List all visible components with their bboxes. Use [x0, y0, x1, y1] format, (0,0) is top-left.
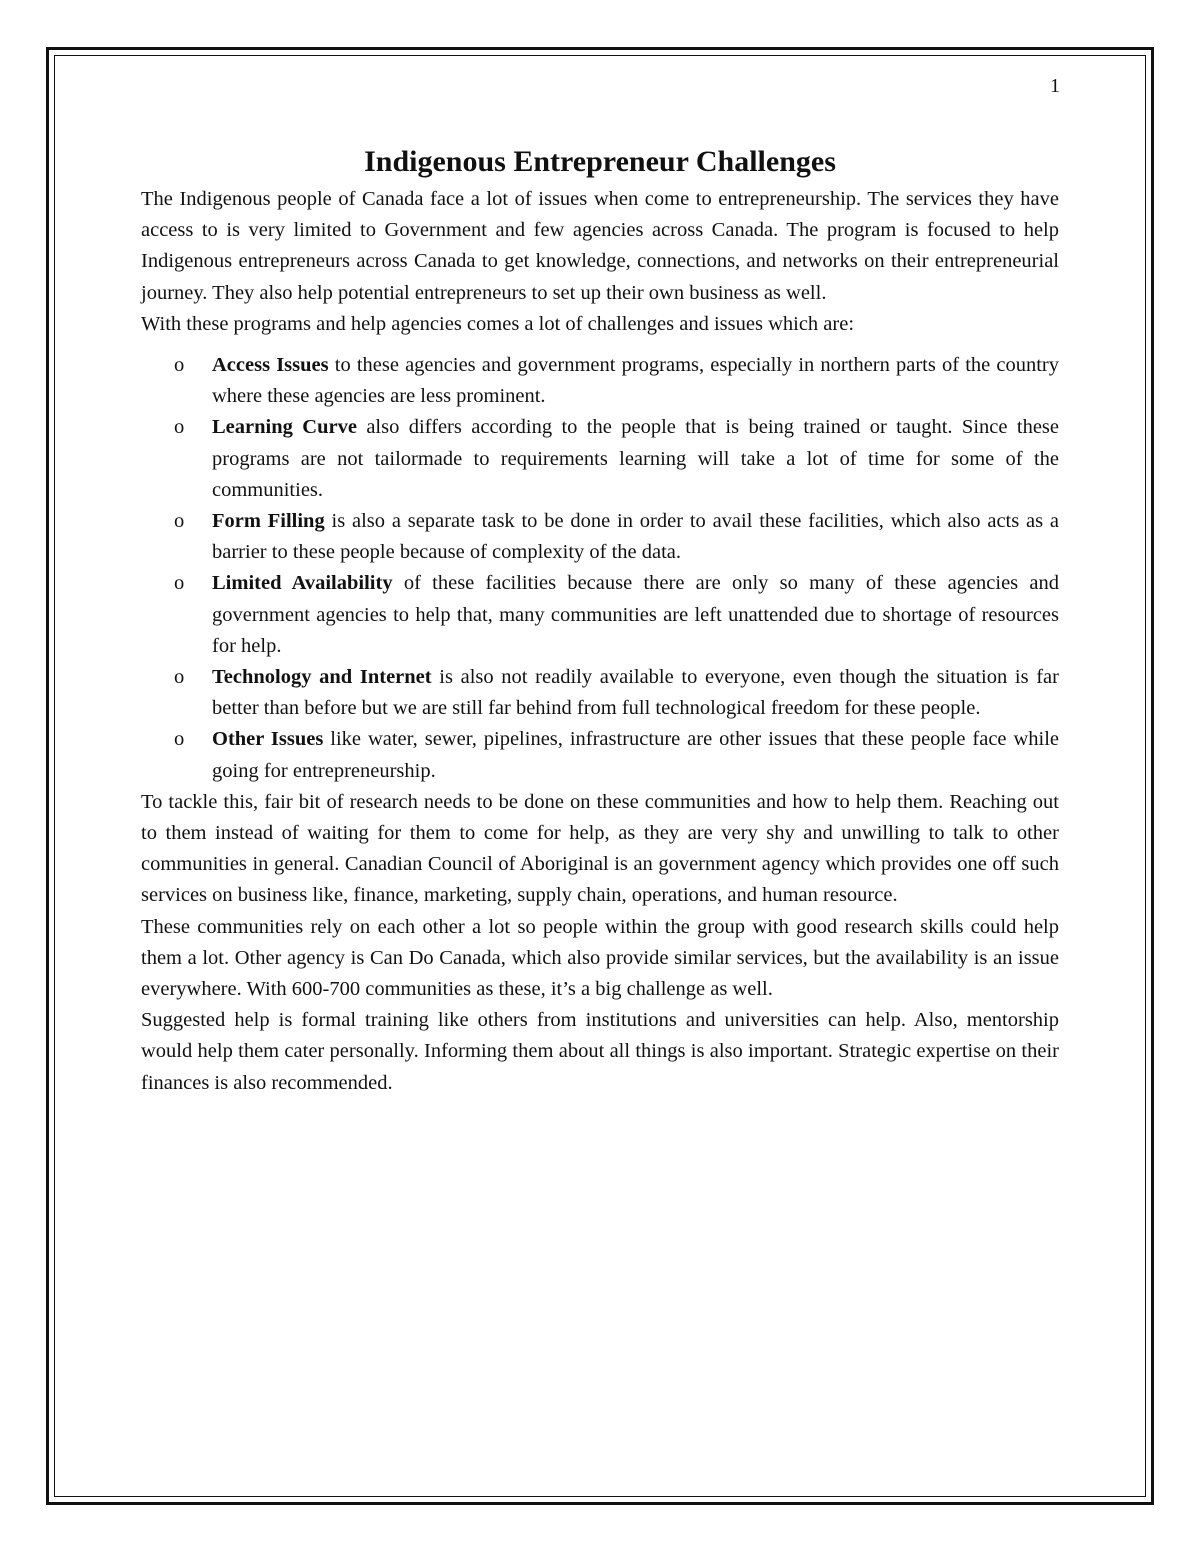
list-item: [174, 506, 1059, 568]
issues-list: [141, 350, 1059, 787]
bullet-icon: o: [174, 728, 185, 751]
issue-term: Limited Availability: [212, 572, 393, 595]
issue-text: is also a separate task to be done in order to avail these facilities, which also acts as a barrier to these people because of complexity of the data.: [212, 510, 1059, 564]
document-body: [141, 140, 1059, 1099]
issue-term: Form Filling: [212, 510, 325, 533]
bullet-icon: o: [174, 510, 185, 533]
bullet-icon: o: [174, 572, 185, 595]
bullet-icon: o: [174, 416, 185, 439]
issue-term: Other Issues: [212, 728, 324, 751]
issue-text: of these facilities because there are only so many of these agencies and government agencies to help that, many communities are left unattended due to shortage of resources for help.: [212, 572, 1059, 657]
tackle-paragraph: To tackle this, fair bit of research needs to be done on these communities and how to help them. Reaching out to them instead of waiting for them to come for help, as they are very shy and unwilling to talk to other communities in general. Canadian Council of Aboriginal is an government agency which provides one off such services on business like, finance, marketing, supply chain, operations, and human resource.: [141, 790, 1059, 907]
issue-text: like water, sewer, pipelines, infrastructure are other issues that these people face while going for entrepreneurship.: [212, 728, 1060, 782]
bullet-icon: o: [174, 354, 185, 377]
bullet-icon: o: [174, 666, 185, 689]
list-item: [174, 724, 1060, 786]
list-item: [174, 568, 1059, 662]
list-item: [174, 350, 1059, 412]
intro-paragraph: The Indigenous people of Canada face a lot of issues when come to entrepreneurship. The services they have access to is very limited to Government and few agencies across Canada. The program is focused to help Indigenous entrepreneurs across Canada to get knowledge, connections, and networks on their entrepreneurial journey. They also help potential entrepreneurs to set up their own business as well.: [141, 188, 1059, 304]
document-title: Indigenous Entrepreneur Challenges: [364, 145, 836, 178]
issue-text: also differs according to the people that is being trained or taught. Since these programs are not tailormade to requirements learning will take a lot of time for some of the communities.: [212, 416, 1059, 501]
issue-term: Access Issues: [212, 354, 329, 377]
communities-paragraph: These communities rely on each other a lot so people within the group with good research skills could help them a lot. Other agency is Can Do Canada, which also provide similar services, but the availability is an issue everywhere. With 600-700 communities as these, it’s a big challenge as well.: [141, 915, 1059, 1001]
issue-text: is also not readily available to everyone, even though the situation is far better than before but we are still far behind from full technological freedom for these people.: [212, 666, 1059, 720]
issues-lead-paragraph: With these programs and help agencies comes a lot of challenges and issues which are:: [141, 312, 855, 335]
list-item: [174, 412, 1059, 506]
issue-term: Learning Curve: [212, 416, 357, 439]
suggestion-paragraph: Suggested help is formal training like others from institutions and universities can help. Also, mentorship would help them cater personally. Informing them about all things is also important. Strategic expertise on their finances is also recommended.: [141, 1009, 1059, 1094]
page-number: 1: [1050, 75, 1060, 97]
issue-term: Technology and Internet: [212, 666, 432, 689]
issue-text: to these agencies and government programs, especially in northern parts of the country where these agencies are less prominent.: [212, 354, 1059, 408]
list-item: [174, 662, 1059, 724]
